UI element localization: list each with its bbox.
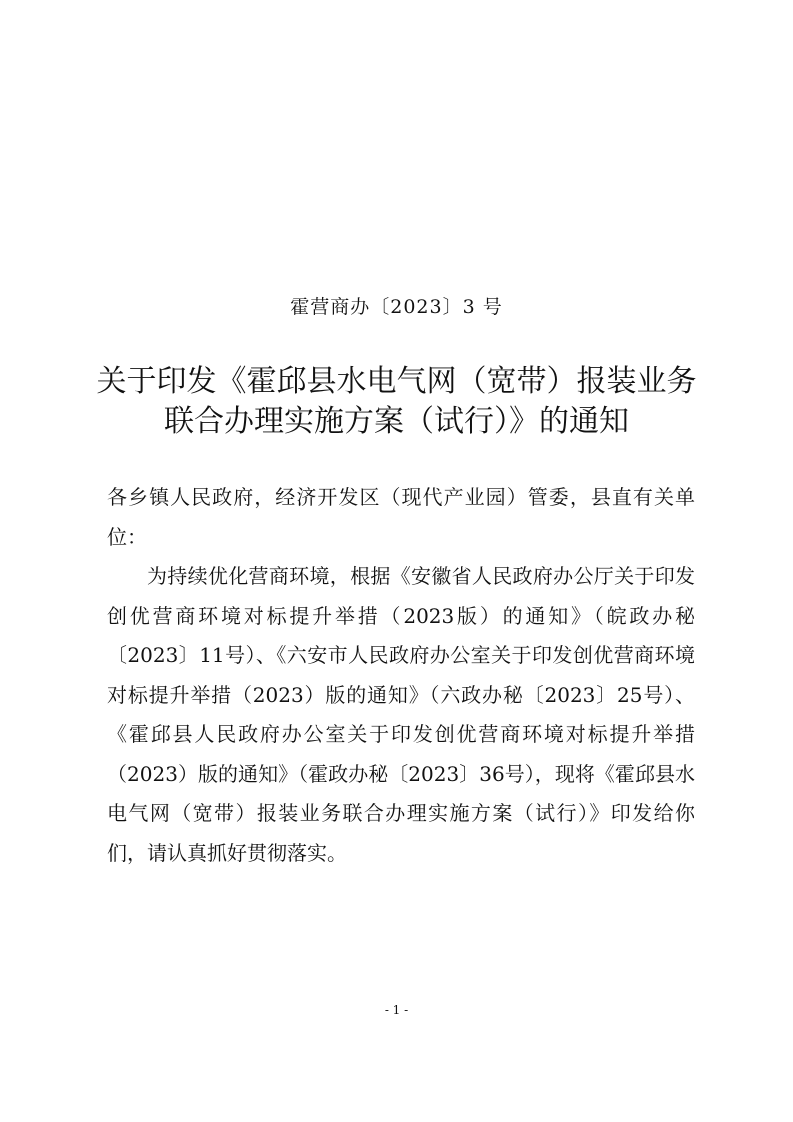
document-body — [107, 478, 695, 873]
title-line-1: 关于印发《霍邱县水电气网（宽带）报装业务 — [96, 364, 697, 399]
addressee: 各乡镇人民政府，经济开发区（现代产业园）管委，县直有关单位： — [107, 485, 695, 549]
page-number: - 1 - — [384, 1003, 409, 1017]
document-title — [0, 362, 793, 442]
title-line-2: 联合办理实施方案（试行）》的通知 — [164, 404, 629, 439]
body-paragraph: 为持续优化营商环境，根据《安徽省人民政府办公厅关于印发创优营商环境对标提升举措（2023版）的通知》（皖政办秘〔2023〕11号）、《六安市人民政府办公室关于印发创优营商环境对标提升举措（2023）版的通知》（六政办秘〔2023〕25号）、《霍邱县人民政府办公室关于印发创优营商环境对标提升举措（2023）版的通知》（霍政办秘〔2023〕36号），现将《霍邱县水电气网（宽带）报装业务联合办理实施方案（试行）》印发给你们，请认真抓好贯彻落实。 — [107, 564, 695, 865]
document-number: 霍营商办〔2023〕3 号 — [290, 296, 503, 318]
